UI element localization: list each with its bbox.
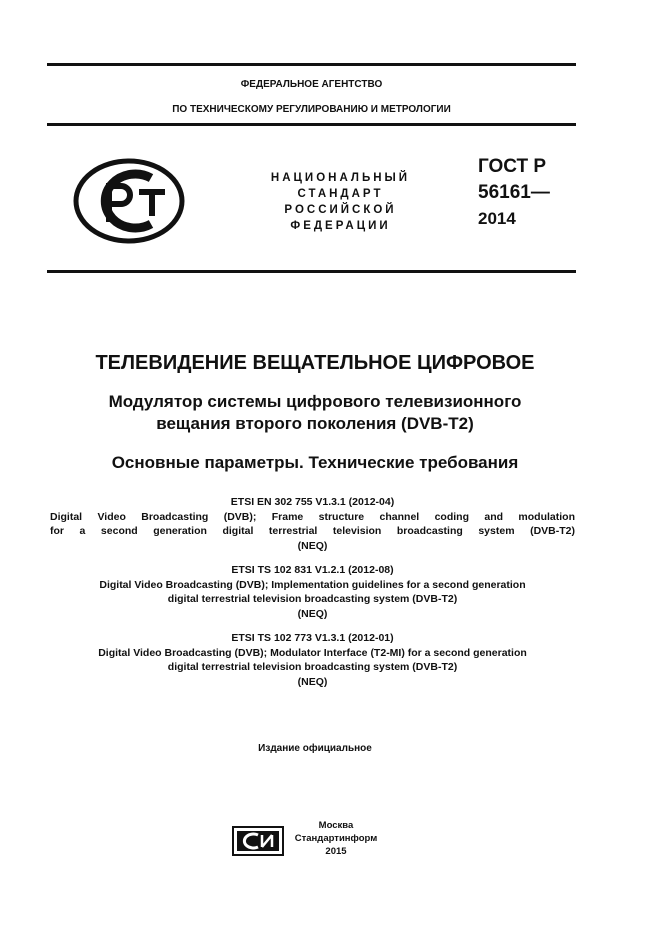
reference-desc-line-1: Digital Video Broadcasting (DVB); Modulator Interface (T2-MI) for a second generation	[98, 646, 527, 659]
publisher-name: Стандартинформ	[294, 833, 378, 844]
publisher-city: Москва	[318, 820, 354, 831]
standard-type	[253, 170, 428, 234]
reference-item	[50, 495, 575, 553]
reference-desc-line-2: digital terrestrial television broadcasting system (DVB-T2)	[167, 593, 458, 605]
reference-item	[50, 631, 575, 689]
reference-equivalence: (NEQ)	[297, 607, 328, 620]
subtitle-line-2: вещания второго поколения (DVB-T2)	[156, 414, 474, 433]
document-params-title: Основные параметры. Технические требования	[111, 453, 519, 472]
reference-desc-line-2: digital terrestrial television broadcasting system (DVB-T2)	[167, 661, 458, 673]
reference-desc-line-1: Digital Video Broadcasting (DVB); Frame structure channel coding and modulation	[50, 510, 575, 523]
reference-list	[50, 495, 575, 699]
edition-note: Издание официальное	[258, 743, 372, 754]
designation-prefix: ГОСТ Р	[478, 156, 547, 177]
header-rule	[47, 270, 576, 273]
agency-line-1: ФЕДЕРАЛЬНОЕ АГЕНТСТВО	[240, 79, 383, 90]
reference-equivalence: (NEQ)	[297, 539, 328, 552]
publisher-block	[286, 819, 386, 858]
standard-type-line-3: РОССИЙСКОЙ	[284, 204, 397, 216]
agency-line-2: ПО ТЕХНИЧЕСКОМУ РЕГУЛИРОВАНИЮ И МЕТРОЛОГИИ	[172, 104, 451, 115]
document-title: ТЕЛЕВИДЕНИЕ ВЕЩАТЕЛЬНОЕ ЦИФРОВОЕ	[95, 352, 535, 374]
standartinform-logo-icon	[232, 826, 284, 856]
standard-designation	[478, 154, 550, 232]
reference-item	[50, 563, 575, 621]
rst-emblem-icon	[73, 158, 185, 244]
subtitle-line-1: Модулятор системы цифрового телевизионного	[108, 392, 522, 411]
standard-type-line-1: НАЦИОНАЛЬНЫЙ	[270, 172, 411, 184]
designation-year: 2014	[478, 209, 516, 228]
publisher-year: 2015	[325, 846, 347, 857]
document-subtitle	[20, 391, 610, 435]
designation-number: 56161—	[478, 182, 550, 203]
agency-rule	[47, 123, 576, 126]
standard-type-line-2: СТАНДАРТ	[297, 188, 384, 200]
standard-type-line-4: ФЕДЕРАЦИИ	[290, 220, 391, 232]
top-rule	[47, 63, 576, 66]
reference-desc-line-2: for a second generation digital terrestrial television broadcasting system (DVB-T2)	[50, 525, 575, 537]
reference-desc-line-1: Digital Video Broadcasting (DVB); Implementation guidelines for a second generation	[99, 578, 526, 591]
reference-code: ETSI TS 102 831 V1.2.1 (2012-08)	[231, 564, 394, 576]
reference-equivalence: (NEQ)	[297, 675, 328, 688]
reference-code: ETSI TS 102 773 V1.3.1 (2012-01)	[231, 632, 394, 644]
reference-code: ETSI EN 302 755 V1.3.1 (2012-04)	[230, 496, 395, 508]
